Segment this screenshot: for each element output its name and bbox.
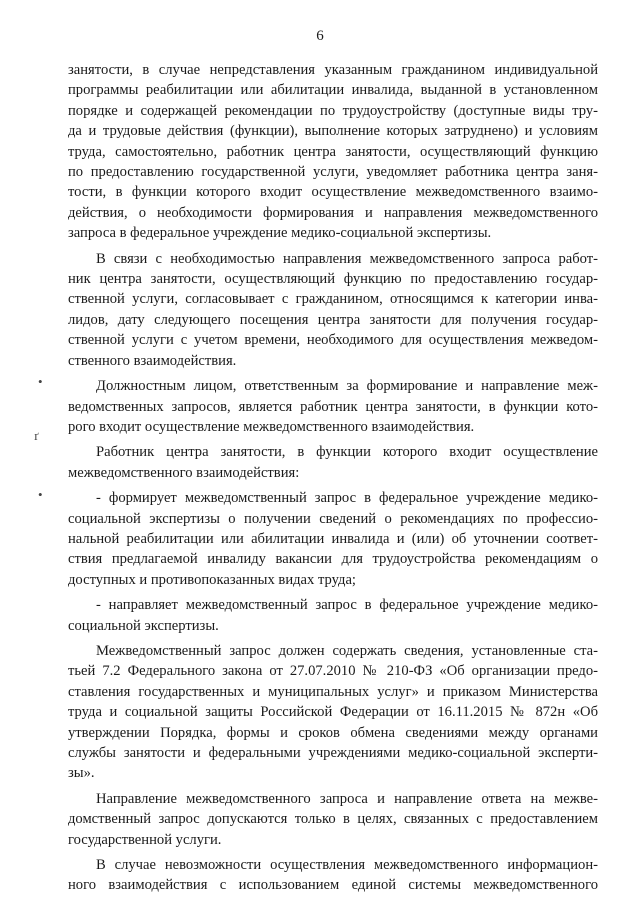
text-line: ственного взаимодействия. bbox=[68, 352, 237, 369]
text-line: тости, в функции которого входит осуществление межведомственного взаимо- bbox=[68, 184, 598, 201]
text-line: Работник центра занятости, в функции которого входит осуществление bbox=[96, 444, 598, 461]
text-line: рого входит осуществление межведомственного взаимодействия. bbox=[68, 418, 475, 435]
text-line: В связи с необходимостью направления межведомственного запроса работ- bbox=[96, 250, 598, 267]
margin-mark: • bbox=[38, 374, 43, 389]
text-line: ник центра занятости, осуществляющий функцию по предоставлению государ- bbox=[68, 271, 598, 288]
text-line: запроса в федеральное учреждение медико-социальной экспертизы. bbox=[68, 225, 492, 242]
margin-mark: • bbox=[38, 487, 43, 502]
text-line: да и трудовые действия (функции), выполнение которых затруднено) и условиям bbox=[68, 123, 598, 140]
text-line: Должностным лицом, ответственным за формирование и направление меж- bbox=[96, 378, 598, 395]
paragraph bbox=[68, 249, 598, 371]
text-line: Направление межведомственного запроса и направление ответа на межве- bbox=[96, 790, 598, 807]
text-line: ставления государственных и муниципальных услуг» и приказом Министерства bbox=[68, 683, 598, 700]
text-line: домственный запрос допускаются только в целях, связанных с предоставлением bbox=[68, 811, 598, 828]
text-line: - направляет межведомственный запрос в федеральное учреждение медико- bbox=[96, 597, 598, 614]
text-line: занятости, в случае непредставления указанным гражданином индивидуальной bbox=[68, 62, 598, 78]
text-line: социальной экспертизы о получении сведений о рекомендациях по профессио- bbox=[68, 510, 598, 527]
text-line: Межведомственный запрос должен содержать сведения, установленные ста- bbox=[96, 642, 598, 659]
text-line: действия, о необходимости формирования и направления межведомственного bbox=[68, 204, 598, 221]
paragraph bbox=[68, 855, 598, 896]
text-line: по предоставлению государственной услуги, уведомляет работника центра заня- bbox=[68, 164, 598, 181]
text-line: - формирует межведомственный запрос в федеральное учреждение медико- bbox=[96, 490, 598, 507]
text-line: В случае невозможности осуществления межведомственного информацион- bbox=[96, 857, 598, 874]
paragraph bbox=[68, 442, 598, 483]
paragraph bbox=[68, 376, 598, 437]
text-line: зы». bbox=[68, 765, 95, 782]
text-line: ствия предлагаемой инвалиду вакансии для трудоустройства рекомендациям о bbox=[68, 551, 598, 568]
margin-mark: ґ bbox=[34, 428, 39, 443]
text-line: социальной экспертизы. bbox=[68, 617, 219, 634]
text-line: ственной услуги, согласовывает с гражданином, относящимся к категории инва- bbox=[68, 291, 598, 308]
text-line: программы реабилитации или абилитации инвалида, выданной в установленном bbox=[68, 82, 598, 99]
text-line: доступных и противопоказанных видах труда; bbox=[68, 571, 356, 588]
text-line: труда и социальной защиты Российской Федерации от 16.11.2015 № 872н «Об bbox=[68, 704, 598, 721]
paragraph bbox=[68, 595, 598, 636]
text-line: межведомственного взаимодействия: bbox=[68, 464, 300, 481]
text-line: лидов, дату следующего посещения центра занятости для получения государ- bbox=[68, 311, 598, 328]
paragraph bbox=[68, 488, 598, 590]
paragraph bbox=[68, 60, 598, 244]
text-line: нальной реабилитации или абилитации инвалида и (или) об уточнении соответ- bbox=[68, 530, 598, 547]
paragraph bbox=[68, 641, 598, 784]
text-line: ного взаимодействия с использованием единой системы межведомственного bbox=[68, 877, 598, 894]
text-line: ственной услуги с учетом времени, необходимого для осуществления межведом- bbox=[68, 332, 598, 349]
text-line: ведомственных запросов, является работник центра занятости, в функции кото- bbox=[68, 398, 598, 415]
document-body bbox=[68, 60, 598, 896]
paragraph bbox=[68, 789, 598, 850]
text-line: труда, самостоятельно, работник центра занятости, осуществляющий функцию bbox=[68, 143, 598, 160]
text-line: государственной услуги. bbox=[68, 831, 222, 848]
page-number: 6 bbox=[316, 28, 324, 44]
text-line: службы занятости и федеральными учреждениями медико-социальной эксперти- bbox=[68, 745, 598, 761]
text-line: тьей 7.2 Федерального закона от 27.07.2010 № 210-ФЗ «Об организации предо- bbox=[68, 663, 598, 680]
text-line: утверждении Порядка, формы и сроков обмена сведениями между органами bbox=[68, 724, 598, 741]
text-line: порядке и содержащей рекомендации по трудоустройству (доступные виды тру- bbox=[68, 102, 598, 119]
